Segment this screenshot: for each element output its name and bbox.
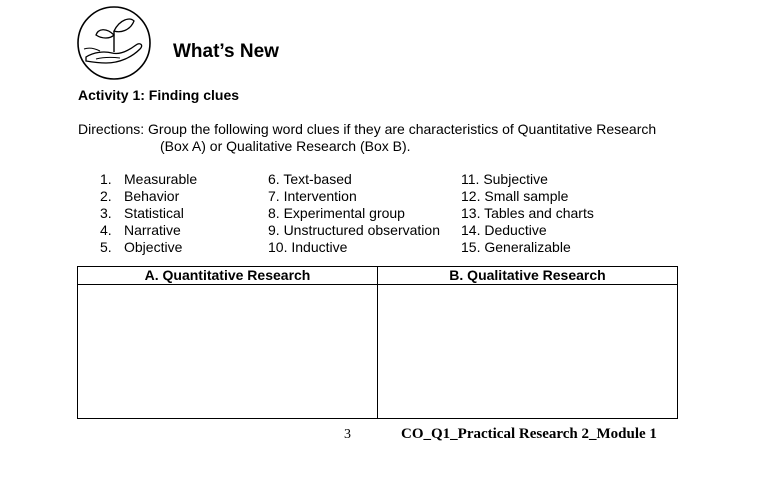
clue-item: 11. Subjective: [461, 171, 548, 187]
clue-item: 12. Small sample: [461, 188, 569, 204]
page-number: 3: [344, 427, 351, 442]
clue-item: 7. Intervention: [268, 188, 357, 204]
clue-item: 9. Unstructured observation: [268, 222, 440, 238]
clue-item: 10. Inductive: [268, 239, 348, 255]
clue-item: 13. Tables and charts: [461, 205, 594, 221]
clue-item: 4. Narrative: [100, 222, 181, 238]
directions-line1: Group the following word clues if they are characteristics of Quantitative Research: [144, 121, 657, 137]
clue-list-column-3: [461, 171, 594, 256]
directions: [78, 121, 698, 155]
clue-item: 6. Text-based: [268, 171, 352, 187]
clue-item: 1. Measurable: [100, 171, 198, 187]
clue-item: 5. Objective: [100, 239, 183, 255]
box-b-answer-area[interactable]: [378, 285, 677, 418]
box-a-answer-area[interactable]: [78, 285, 377, 418]
activity-title: Activity 1: Finding clues: [78, 87, 240, 103]
box-a-title: A. Quantitative Research: [78, 267, 377, 285]
clue-item: 14. Deductive: [461, 222, 547, 238]
section-title: What’s New: [173, 41, 279, 62]
clue-item: 2. Behavior: [100, 188, 180, 204]
clue-item: 8. Experimental group: [268, 205, 405, 221]
hand-holding-seedling-icon: [76, 5, 152, 81]
clue-list-column-1: [100, 171, 197, 256]
box-b: [377, 267, 677, 418]
box-b-title: B. Qualitative Research: [378, 267, 677, 285]
box-a: [78, 267, 377, 418]
clue-item: 3. Statistical: [100, 205, 184, 221]
clue-item: 15. Generalizable: [461, 239, 571, 255]
answer-table: [77, 266, 678, 419]
directions-line2: (Box A) or Qualitative Research (Box B).: [160, 138, 411, 154]
clue-list-column-2: [268, 171, 440, 256]
directions-label: Directions:: [78, 121, 145, 137]
module-code: CO_Q1_Practical Research 2_Module 1: [401, 426, 657, 442]
